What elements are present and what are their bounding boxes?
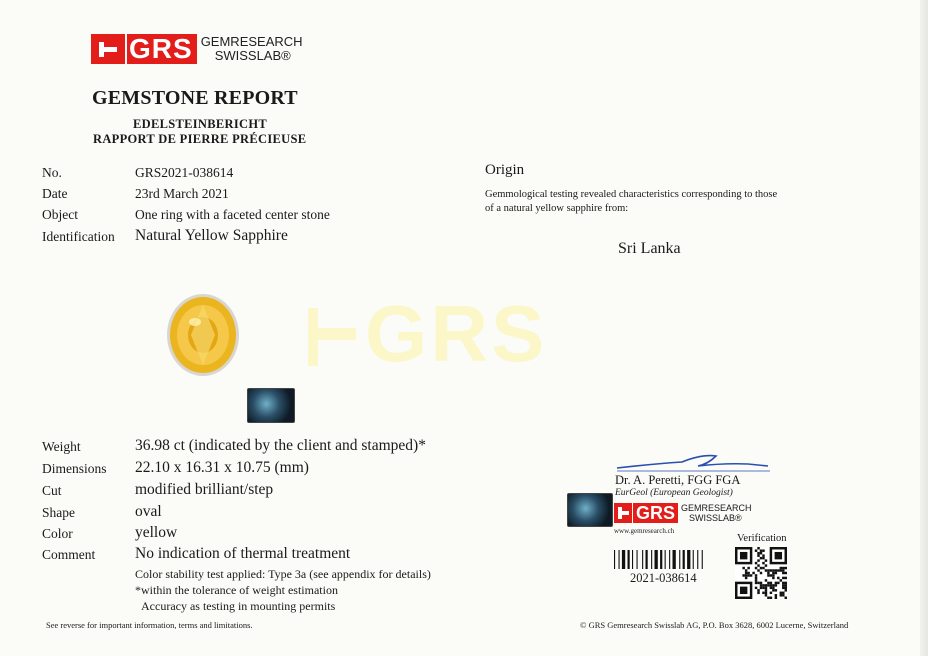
origin-heading: Origin <box>485 162 525 178</box>
qr-module <box>757 569 759 571</box>
footer-left: See reverse for important information, terms and limitations. <box>46 620 253 630</box>
grs-logo <box>91 33 303 65</box>
qr-module <box>785 584 787 586</box>
qr-module <box>767 597 769 599</box>
qr-module <box>765 559 767 561</box>
qr-module <box>765 587 767 589</box>
qr-module <box>767 584 769 586</box>
qr-module <box>765 564 767 566</box>
qr-module <box>782 592 784 594</box>
barcode-bar <box>628 550 630 569</box>
dimensions-value: 22.10 x 16.31 x 10.75 (mm) <box>135 459 309 476</box>
qr-module <box>745 569 747 571</box>
barcode-bar <box>693 550 694 569</box>
qr-module <box>775 589 777 591</box>
qr-module <box>757 554 759 556</box>
qr-module <box>757 589 759 591</box>
qr-module <box>755 567 757 569</box>
barcode-bar <box>683 550 685 569</box>
logo-brand: GRS <box>127 34 197 64</box>
shape-label: Shape <box>42 505 75 520</box>
qr-module <box>760 587 762 589</box>
qr-module <box>770 569 772 571</box>
qr-module <box>760 567 762 569</box>
qr-code-icon[interactable] <box>735 547 787 599</box>
qr-module <box>765 569 767 571</box>
barcode-bar <box>697 550 698 569</box>
qr-module <box>770 597 772 599</box>
page-edge <box>920 0 928 656</box>
shape-value: oval <box>135 503 162 520</box>
report-date: 23rd March 2021 <box>135 186 229 201</box>
barcode-graphic <box>614 550 718 569</box>
qr-module <box>765 594 767 596</box>
qr-finder <box>740 587 747 594</box>
qr-module <box>745 574 747 576</box>
report-number: GRS2021-038614 <box>135 165 234 180</box>
qr-module <box>772 569 774 571</box>
qr-module <box>780 569 782 571</box>
logo-line1: GEMRESEARCH <box>200 34 303 49</box>
qr-module <box>777 577 779 579</box>
qr-module <box>785 597 787 599</box>
qr-module <box>767 572 769 574</box>
barcode-bar <box>619 550 620 569</box>
object-value: One ring with a faceted center stone <box>135 207 330 222</box>
qr-module <box>755 587 757 589</box>
qr-module <box>767 582 769 584</box>
qr-finder <box>740 552 747 559</box>
qr-module <box>762 549 764 551</box>
swiss-flag-small-icon <box>614 503 632 523</box>
qr-module <box>782 582 784 584</box>
qr-module <box>772 577 774 579</box>
qr-module <box>775 597 777 599</box>
qr-module <box>780 567 782 569</box>
qr-module <box>755 582 757 584</box>
qr-module <box>775 572 777 574</box>
qr-module <box>780 579 782 581</box>
qr-module <box>755 574 757 576</box>
qr-module <box>757 582 759 584</box>
logo-text <box>201 35 303 63</box>
qr-module <box>760 557 762 559</box>
signatory-title: EurGeol (European Geologist) <box>615 488 733 498</box>
qr-module <box>770 584 772 586</box>
qr-module <box>777 569 779 571</box>
website-text: www.gemresearch.ch <box>614 527 675 535</box>
cut-value: modified brilliant/step <box>135 481 274 498</box>
qr-module <box>772 589 774 591</box>
qr-module <box>775 582 777 584</box>
qr-module <box>750 574 752 576</box>
qr-module <box>782 584 784 586</box>
barcode-bar <box>637 550 638 569</box>
qr-module <box>777 582 779 584</box>
qr-module <box>755 549 757 551</box>
object-label: Object <box>42 207 78 222</box>
qr-module <box>785 582 787 584</box>
qr-module <box>767 569 769 571</box>
qr-module <box>757 552 759 554</box>
qr-module <box>762 584 764 586</box>
signatory-name: Dr. A. Peretti, FGG FGA <box>615 473 741 487</box>
grs-small-logo <box>614 503 752 523</box>
sapphire-ring-photo <box>165 292 241 378</box>
qr-module <box>757 564 759 566</box>
small-logo-line2: SWISSLAB® <box>689 513 742 523</box>
qr-module <box>772 584 774 586</box>
qr-module <box>757 547 759 549</box>
qr-module <box>747 567 749 569</box>
hologram-seal-icon <box>567 493 613 527</box>
report-title: GEMSTONE REPORT <box>92 87 298 109</box>
note-color-stability: Color stability test applied: Type 3a (see appendix for details) <box>135 567 431 581</box>
qr-module <box>780 592 782 594</box>
qr-module <box>760 572 762 574</box>
watermark-text: GRS <box>365 289 548 378</box>
cut-label: Cut <box>42 483 62 498</box>
weight-value: 36.98 ct (indicated by the client and stamped)* <box>135 437 426 454</box>
qr-module <box>767 574 769 576</box>
qr-module <box>747 574 749 576</box>
qr-module <box>765 584 767 586</box>
qr-module <box>757 592 759 594</box>
barcode-bar <box>665 550 666 569</box>
date-label: Date <box>42 186 68 201</box>
barcode-bar <box>673 550 676 569</box>
signature-scribble <box>612 450 772 474</box>
color-label: Color <box>42 526 73 541</box>
qr-module <box>755 577 757 579</box>
barcode-bar <box>632 550 633 569</box>
qr-module <box>760 549 762 551</box>
barcode-bar <box>622 550 625 569</box>
verification-label: Verification <box>737 533 787 544</box>
color-value: yellow <box>135 524 178 541</box>
qr-module <box>770 574 772 576</box>
barcode-bar <box>655 550 658 569</box>
origin-country: Sri Lanka <box>618 240 681 257</box>
qr-module <box>782 577 784 579</box>
qr-module <box>762 587 764 589</box>
qr-module <box>772 587 774 589</box>
qr-module <box>785 589 787 591</box>
no-label: No. <box>42 165 62 180</box>
barcode-bar <box>614 550 615 569</box>
qr-module <box>785 567 787 569</box>
qr-module <box>772 572 774 574</box>
qr-module <box>742 567 744 569</box>
comment-value: No indication of thermal treatment <box>135 545 351 562</box>
origin-text-line1: Gemmological testing revealed characteristics corresponding to those <box>485 189 778 200</box>
barcode-bar <box>679 550 680 569</box>
qr-module <box>765 589 767 591</box>
barcode-bar <box>646 550 648 569</box>
barcode-bar <box>660 550 662 569</box>
qr-module <box>782 567 784 569</box>
identification-label: Identification <box>42 229 115 244</box>
barcode-bar <box>651 550 652 569</box>
small-logo-text <box>681 503 752 523</box>
qr-module <box>760 584 762 586</box>
qr-module <box>762 592 764 594</box>
weight-label: Weight <box>42 439 81 454</box>
qr-module <box>762 557 764 559</box>
qr-module <box>747 572 749 574</box>
qr-module <box>755 579 757 581</box>
hologram-sticker-icon <box>247 388 295 423</box>
logo-line2: SWISSLAB® <box>214 48 291 63</box>
identification-value: Natural Yellow Sapphire <box>135 227 288 244</box>
qr-module <box>770 587 772 589</box>
subtitle-german: EDELSTEINBERICHT <box>133 117 268 131</box>
qr-finder <box>775 552 782 559</box>
small-logo-brand: GRS <box>633 503 678 523</box>
qr-module <box>785 587 787 589</box>
qr-module <box>762 554 764 556</box>
qr-module <box>782 594 784 596</box>
barcode-bar <box>642 550 643 569</box>
qr-module <box>760 582 762 584</box>
small-logo-line1: GEMRESEARCH <box>681 503 752 513</box>
comment-label: Comment <box>42 547 96 562</box>
qr-module <box>757 559 759 561</box>
qr-module <box>775 584 777 586</box>
qr-module <box>770 592 772 594</box>
swiss-flag-icon <box>91 34 125 64</box>
qr-module <box>782 587 784 589</box>
qr-module <box>765 592 767 594</box>
qr-module <box>770 582 772 584</box>
qr-module <box>745 572 747 574</box>
qr-module <box>762 567 764 569</box>
qr-module <box>745 577 747 579</box>
qr-module <box>755 562 757 564</box>
qr-module <box>752 572 754 574</box>
dimensions-label: Dimensions <box>42 461 107 476</box>
qr-module <box>772 574 774 576</box>
barcode-bar <box>669 550 670 569</box>
note-weight-tolerance: *within the tolerance of weight estimation <box>135 583 338 597</box>
barcode-number: 2021-038614 <box>630 571 697 585</box>
watermark-flag-icon <box>305 298 360 370</box>
qr-module <box>782 569 784 571</box>
barcode-bar <box>702 550 703 569</box>
qr-module <box>775 594 777 596</box>
origin-text-line2: of a natural yellow sapphire from: <box>485 203 629 214</box>
note-accuracy: Accuracy as testing in mounting permits <box>141 599 336 613</box>
qr-module <box>742 574 744 576</box>
qr-module <box>782 572 784 574</box>
qr-module <box>760 552 762 554</box>
subtitle-french: RAPPORT DE PIERRE PRÉCIEUSE <box>93 132 307 146</box>
qr-module <box>775 569 777 571</box>
qr-module <box>785 577 787 579</box>
qr-module <box>762 562 764 564</box>
qr-module <box>780 594 782 596</box>
qr-module <box>765 579 767 581</box>
qr-module <box>785 572 787 574</box>
barcode-bar <box>687 550 690 569</box>
footer-right: © GRS Gemresearch Swisslab AG, P.O. Box 3628, 6002 Lucerne, Switzerland <box>580 620 849 630</box>
